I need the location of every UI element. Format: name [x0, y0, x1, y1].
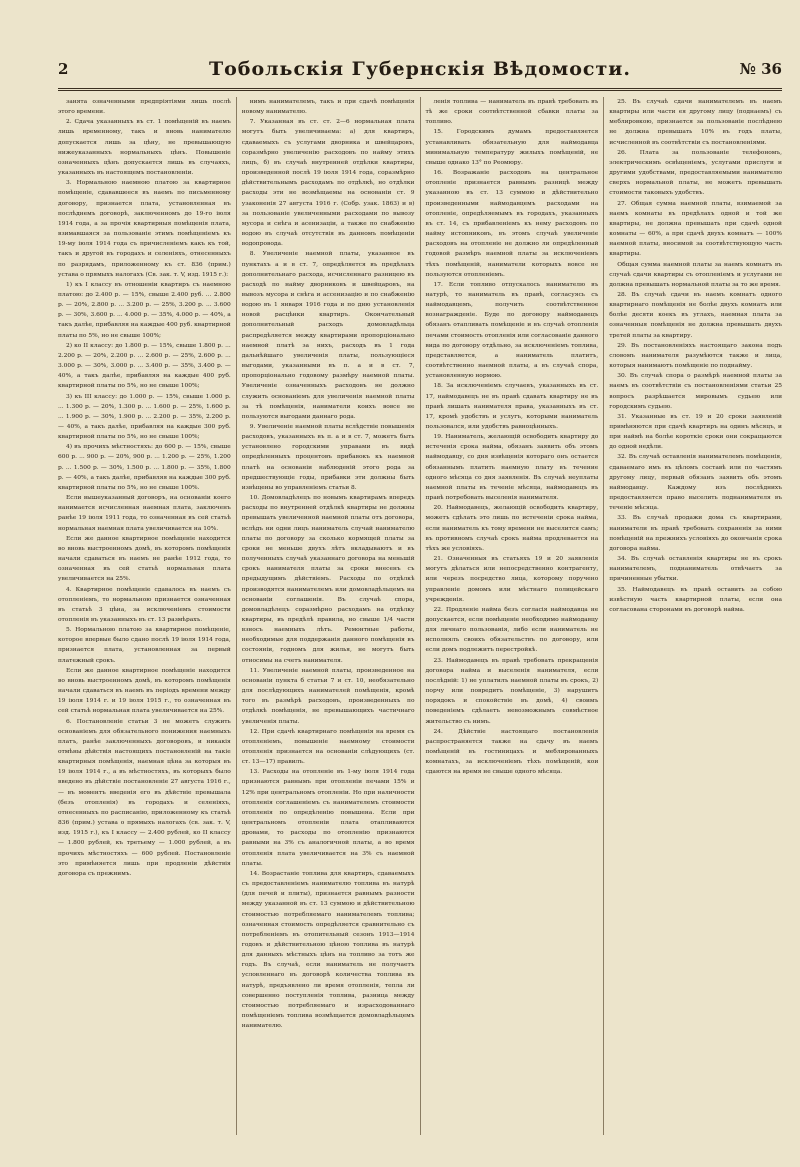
paragraph: нимъ нанимателемъ, такъ и при сдачѣ помѣщенія новому нанимателю. [241, 99, 415, 116]
paragraph: 18. За исключеніемъ случаевъ, указанныхъ въ ст. 17, наймодавецъ не въ правѣ сдавать квартиру не въ правѣ лишать нанимателя права, указанныхъ въ ст. 17, кромѣ удобствъ и услугъ, которыми наниматель пользовался, или удобствъ равноцѣнныхъ. [425, 383, 599, 430]
paragraph: 4. Квартирное помѣщеніе сдавалось въ наемъ съ отопленіемъ, то нормальною признается означенная въ статьѣ 3 цѣна, за исключеніемъ стоимости отопленія въ указанныхъ въ ст. 13 размѣрахъ. [58, 586, 231, 623]
issue-number: № 36 [739, 60, 782, 78]
paragraph: 20. Наймодавецъ, желающій освободить квартиру, можетъ сдѣлать это лишь по истеченіи срока найма, если наниматель къ тому времени не выселится самъ; въ противномъ случаѣ срокъ найма продлевается на тѣхъ же условіяхъ. [425, 505, 599, 552]
paragraph: 12. При сдачѣ квартирнаго помѣщенія на время съ отопленіемъ, повышеніе наемному стоимости отопленія признается на основаніи слѣдующихъ (ст. ст. 13—17) правилъ. [241, 728, 415, 766]
paragraph: 17. Если топливо отпускалось нанимателю въ натурѣ, то наниматель въ правѣ, согласуясь съ наймодавцемъ, получить соотвѣтственное вознагражденіе. Буде по договору наймодавецъ обязанъ отапливать помѣщеніе и въ случаѣ отопленія печами стоимость отопленія или согласованіе данного вида по договору отдѣльно, за исключеніемъ топлива, представляется, а наниматель платитъ, соотвѣтственно наемной платы, а въ случаѣ спора, установленную нормою. [425, 281, 599, 380]
paragraph: 26. Плата за пользованіе телефономъ, электрическимъ освѣщеніемъ, услугами прислуги и другими удобствами, предоставляемыми нанимателю сверхъ нормальной платы, не можетъ превышать стоимости таковыхъ удобствъ. [609, 149, 782, 197]
page-number: 2 [58, 60, 69, 78]
paragraph: 32. Въ случаѣ оставленія нанимателемъ помѣщенія, сдаваемаго имъ въ цѣломъ составѣ или по частямъ другому лицу, первый обязанъ заявить объ этомъ наймодавцу. Каждому изъ послѣднихъ предоставляется право выселить поднанимателя въ теченіе мѣсяца. [609, 454, 782, 512]
paragraph: 23. Наймодавецъ въ правѣ требовать прекращенія договора найма и выселенія нанимателя, если послѣдній: 1) не уплатилъ наемной платы въ срокъ, 2) порчу или повредитъ помѣщеніе, 3) нарушитъ порядокъ и спокойствіе въ домѣ, 4) своимъ поведеніемъ сдѣлаетъ невозможнымъ совмѣстное жительство съ нимъ. [425, 657, 599, 725]
paragraph: Общая сумма наемной платы за наемъ комнатъ въ случаѣ сдачи квартиры съ отопленіемъ и услугами не должна превышать нормальной платы за то же время. [609, 261, 782, 288]
paragraph: 15. Городскимъ думамъ предоставляется устанавливать обязательную для наймодавца минимальную температуру жилыхъ помѣщеній, не свыше однако 13° по Реомюру. [425, 129, 599, 166]
paragraph: 21. Означенныя въ статьяхъ 19 и 20 заявленія могутъ дѣлаться или непосредственно контрагенту, или черезъ посредство лица, которому поручено управленіе домомъ или мѣстнаго полицейскаго учрежденія. [425, 556, 599, 603]
text-column [604, 97, 782, 1135]
text-column [237, 97, 421, 1135]
paragraph: 31. Указанные въ ст. 19 и 20 сроки заявленій примѣняются при сдачѣ квартиръ на одинъ мѣсяцъ, и при наймѣ на болѣе короткіе сроки они сокращаются до одной недѣли. [609, 413, 782, 451]
paragraph: 34. Въ случаѣ оставленія квартиры не въ срокъ нанимателемъ, поднаниматель отвѣчаетъ за причиненные убытки. [609, 556, 782, 583]
page-header [58, 58, 782, 91]
paragraph: 13. Расходы на отопленіе въ 1-му іюля 1914 года признаются равнымъ при отопленіи печами 15% и 12% при центральномъ отопленіи. Но при наличности отопленія соглашеніемъ съ нанимателемъ стоимости отопленія по опредѣленію повышена. Если при центральномъ отопленіи плата отапливаются дровами, то расходы по отопленію признаются равными на 3% съ аналогичной платы, а во время отопленія плата увеличивается на 3% съ наемной платы. [241, 769, 415, 867]
paragraph: 22. Продленіе найма безъ согласія наймодавца не допускается, если помѣщеніе необходимо наймодавцу для личнаго пользованія, либо если наниматель не исполнялъ своихъ обязательствъ по договору, или если домъ подлежитъ перестройкѣ. [425, 606, 599, 654]
paragraph: 28. Въ случаѣ сдачи въ наемъ комнатъ одного квартирнаго помѣщенія не болѣе двухъ комнатъ или болѣе десяти коекъ въ углахъ, наемная плата за означенныя помѣщенія не должна превышать двухъ третей платы за квартиру. [609, 291, 782, 339]
paragraph: 6. Постановленіе статьи 3 не можетъ служить основаніемъ для обязательного понижения наемныхъ платъ, ранѣе заключенныхъ договоровъ, и никакія отмѣны дѣйствія настоящихъ постановленій на такіе квартирныя помѣщенія, наемная цѣна за которыя въ 19 іюля 1914 г., а въ мѣстностяхъ, въ которыхъ было введено въ дѣйствіе постановленіе 27 августа 1916 г., — въ моментъ введенія его въ дѣйствіе превышала (безъ отопленія) въ городахъ и селеніяхъ, отнесенныхъ по расписанію, приложенному къ статьѣ 836 (прим.) устава о прямыхъ налогахъ (св. зак. т. V, изд. 1915 г.), къ I классу — 2.400 рублей, ко II классу — 1.800 рублей, къ третьему — 1.000 рублей, а въ прочихъ мѣстностяхъ — 600 рублей. Постановленіе это примѣняется лишь при продленіи дѣйствія договора съ прежнимъ. [58, 718, 231, 877]
paragraph: 2) ко II классу: до 1.800 р. — 15%, свыше 1.800 р. ... 2.200 р. — 20%, 2.200 р. ... 2.600 р. — 25%, 2.600 р. ... 3.000 р. — 30%, 3.000 р. ... 3.400 р. — 35%, 3.400 р. — 40%, а такъ далѣе, прибавляя на каждые 400 руб. квартирной платы по 5%, но не свыше 100%; [58, 342, 231, 390]
paragraph: 3. Нормальною наемною платою за квартирное помѣщеніе, сдававшееся въ наемъ по письменному договору, признается плата, установленная въ послѣднемъ договорѣ, заключенномъ до 19-го іюля 1914 года, а за прочія квартирныя помѣщенія плата, взимавшаяся за пользованіе этимъ помѣщеніемъ къ 19-му іюля 1914 года съ причисленіемъ какъ къ той, такъ и другой въ городахъ и селеніяхъ, отнесенныхъ по разрядамъ, приложенному къ ст. 836 (прим.) устава о прямыхъ налогахъ (Св. зак. т. V, изд. 1915 г.): [58, 180, 231, 278]
paragraph: Если же данное квартирное помѣщеніе находится во вновь выстроенномъ домѣ, въ которомъ помѣщенія начали сдаваться въ наемъ не ранѣе 1912 года, то означенная въ сей статьѣ нормальная плата увеличивается на 25%. [58, 535, 231, 583]
paragraph: 24. Дѣйствіе настоящаго постановленія распространяется также на сдачу въ наемъ помѣщеній въ гостиницахъ и меблированныхъ комнатахъ, за исключеніемъ тѣхъ помѣщеній, кои сдаются на время не свыше одного мѣсяца. [425, 728, 599, 776]
paragraph: 8. Увеличеніе наемной платы, указанное въ пунктахъ а и в ст. 7, опредѣляется въ предѣлахъ дополнительнаго расхода, исчисленнаго разницею въ расходѣ по найму дворниковъ и швейцаровъ, на вывозъ мусора и снѣга и ассенизацію и по снабженію водою въ 1 января 1916 года и по дню установленія новой расцѣнки квартиръ. Окончательный дополнительный расходъ домовладѣльца распредѣляется между квартирами пропорціонально наемной платѣ за нихъ, расходъ въ 1 года дальнѣйшаго увеличенія платы, пользующіеся выгодами, указанными въ п. а и в ст. 7, пропорціонально годовому размѣру наемной платы. Увеличеніе означенныхъ расходовъ не должно служить основаніемъ для увеличенія наемной платы за тѣ помѣщенія, наниматели коихъ вовсе не пользуются выгодами даннаго рода. [241, 251, 415, 420]
paragraph: 11. Увеличеніе наемной платы, произведенное на основаніи пункта б статьи 7 и ст. 10, необязательно для послѣдующихъ нанимателей помѣщенія, кромѣ того въ размѣрѣ расходовъ, произведенныхъ по отдѣлкѣ помѣщенія, не превышающихъ частичнаго увеличенія платы. [241, 667, 415, 725]
newspaper-title: Тобольскія Губернскія Вѣдомости. [209, 58, 631, 80]
paragraph: 16. Возражаніе расходовъ на центральное отопленіе признается равнымъ разницѣ между указанною въ ст. 13 суммою и дѣйствительно произведенными наймодавцемъ расходами на отопленіе, опредѣляемымъ въ городахъ, указанныхъ въ ст. 14, съ прибавленіемъ къ нему расходовъ по найму истопниковъ, въ этомъ случаѣ увеличеніе расходовъ на отопленіе не должно ли опредѣленный годовой размѣръ наемной платы за исключеніемъ тѣхъ помѣщеній, наниматели которыхъ вовсе не пользуются отопленіемъ. [425, 170, 599, 278]
paragraph: 33. Въ случаѣ продажи дома съ квартирами, наниматели въ правѣ требовать сохраненія за ними помѣщеній на прежнихъ условіяхъ до окончанія срока договора найма. [609, 515, 782, 552]
paragraph: Если же данное квартирное помѣщеніе находится во вновь выстроенномъ домѣ, въ которомъ помѣщенія начали сдаваться въ наемъ въ періодъ времени между 19 іюля 1914 г. и 19 іюля 1915 г., то означенная въ сей статьѣ нормальная плата увеличивается на 25%. [58, 667, 231, 715]
paragraph: 7. Указанная въ ст. ст. 2—6 нормальная плата могутъ быть увеличиваема: а) для квартиръ, сдаваемыхъ съ услугами дворника и швейцаровъ, соразмѣрно увеличенію расходовъ по найму этихъ лицъ, б) въ случаѣ внутренней отдѣлки квартиры, произведенной послѣ 19 іюля 1914 года, соразмѣрно дѣйствительнымъ расходамъ по отдѣлкѣ, но отдѣлки расходы эти не возмѣщаемы на основаніи ст. 9 узаконенія 27 августа 1916 г. (Собр. узак. 1863) и в) за пользованіе увеличенными расходами по вывозу мусора и снѣга и асенизаціи, а также по снабженію водою въ случаѣ отсутствія въ данномъ помѣщеніи водопровода. [241, 119, 415, 248]
paragraph: 4) въ прочихъ мѣстностяхъ: до 600 р. — 15%, свыше 600 р. ... 900 р. — 20%, 900 р. ... 1.200 р. — 25%, 1.200 р. ... 1.500 р. — 30%, 1.500 р. ... 1.800 р. — 35%, 1.800 р. — 40%, а такъ далѣе, прибавляя на каждые 300 руб. квартирной платы по 5%, но не свыше 100%. [58, 444, 231, 491]
paragraph: 27. Общая сумма наемной платы, взимаемой за наемъ комнаты въ предѣлахъ одной и той же квартиры, не должна превышать при сдачѣ одной комнаты — 60%, а при сдачѣ двухъ комнатъ — 100% наемной платы, вносимой за соотвѣтствующую часть квартиры. [609, 200, 782, 258]
paragraph: 10. Домовладѣлецъ по новымъ квартирамъ впередъ расходы по внутренней отдѣлкѣ квартиры не должны превышать увеличенной наемной платы отъ договора, вслѣдъ ни одни лицъ наниматель случай нанимателю платы по договору за сколько кормящей платы за сроки не меньше двухъ лѣтъ вкладываютъ и въ полученныхъ случаѣ указаннаго договора на меньшій срокъ нанимателя платы за сроки внесенъ съ предыдущимъ дѣйствіемъ. Расходы по отдѣлкѣ производятся нанимателемъ или домовладѣльцемъ на основаніи соглашенія. Въ случаѣ спора, домовладѣлецъ соразмѣрно расходамъ на отдѣлку квартиры, въ предѣлѣ правила, но свыше 1/4 части взносъ наемныхъ лѣтъ. Ремонтные работы, необходимые для поддержанія данного помѣщенія въ состояніи, годномъ для жилья, не могутъ быть относимы на счетъ нанимателя. [241, 495, 415, 664]
paragraph: 29. Въ постановленіяхъ настоящаго закона подъ словомъ нанимателя разумѣются также и лица, которыя нанимаютъ помѣщеніе по поднайму. [609, 342, 782, 370]
paragraph: 30. Въ случаѣ спора о размѣрѣ наемной платы за наемъ въ соотвѣтствіи съ постановленіями статьи 25 вопросъ разрѣшается мировымъ судьею или городскимъ судьею. [609, 373, 782, 410]
paragraph: 5. Нормальною платою за квартирное помѣщеніе, которое впервые было сдано послѣ 19 іюля 1914 года, признается плата, установленная за первый платежный срокъ. [58, 627, 231, 664]
paragraph: Если вышеуказанный договоръ, на основаніи коего нанимается исчисленная наемная плата, заключенъ ранѣе 19 іюля 1911 года, то означенная въ сей статьѣ нормальная наемная плата увеличивается на 10%. [58, 495, 231, 532]
text-columns [58, 97, 782, 1135]
paragraph: 14. Возрастаніе топлива для квартиръ, сдаваемыхъ съ предоставленіемъ нанимателю топлива въ натурѣ (для печей и плиты), признается равнымъ разности между указанной въ ст. 13 суммою и дѣйствительною стоимостью потребляемаго нанимателемъ топлива; означенная стоимость опредѣляется сравнительно съ потребленіемъ въ отопительный сезонъ 1913—1914 годовъ и дѣйствительною цѣною топлива въ натурѣ для данныхъ мѣстныхъ цѣнъ на топливо за тотъ же годъ. Въ случаѣ, если наниматель не получаетъ условленнаго въ договорѣ количества топлива въ натурѣ, предъявлено ли время отопленія, тепла ли совершенно поступленія топлива, разница между стоимостью потребляемаго и израсходованнаго помѣщеніемъ топлива возмѣщается домовладѣльцемъ нанимателю. [241, 870, 415, 1030]
paragraph: 19. Наниматель, желающій освободить квартиру до истеченія срока найма, обязанъ заявить объ этомъ наймодавцу, со дня извѣщенія котораго онъ остается обязаннымъ платить наемную плату въ течение одного мѣсяца со дня заявленія. Въ случаѣ неуплаты наемной платы въ теченіе мѣсяца, наймодавецъ въ правѣ потребовать выселенія нанимателя. [425, 434, 599, 502]
text-column [421, 97, 605, 1135]
paragraph: 35. Наймодавецъ въ правѣ оставить за собою извѣстную часть квартирной платы, если она согласована сторонами въ договорѣ найма. [609, 586, 782, 613]
text-column [58, 97, 237, 1135]
paragraph: занята означенными предпріятіями лишь послѣ этого времени. [58, 99, 231, 116]
paragraph: 2. Сдача указанныхъ въ ст. 1 помѣщеній въ наемъ лишь временному, такъ и вновь нанимателю допускается лишь за цѣну, не превышающую нижеуказанныхъ нормальныхъ цѣнъ. Повышеніе означенныхъ цѣнъ допускается лишь въ случаяхъ, указанныхъ въ настоящемъ постановленіи. [58, 119, 231, 177]
paragraph: 1) къ I классу въ отношеніи квартиръ съ наемною платою: до 2.400 р. — 15%, свыше 2.400 руб. ... 2.800 р. — 20%, 2.800 р. ... 3.200 р. — 25%, 3.200 р. ... 3.600 р. — 30%, 3.600 р. ... 4.000 р. — 35%, 4.000 р. — 40%, а такъ далѣе, прибавляя на каждые 400 руб. квартирной платы по 5%, но не свыше 100%; [58, 281, 231, 339]
paragraph: ленія топлива — наниматель въ правѣ требовать въ тѣ же сроки соотвѣтственной сбавки платы за топливо. [425, 99, 599, 126]
paragraph: 3) къ III классу: до 1.000 р. — 15%, свыше 1.000 р. ... 1.300 р. — 20%, 1.300 р. ... 1.600 р. — 25%, 1.600 р. ... 1.900 р. — 30%, 1.900 р. ... 2.200 р. — 35%, 2.200 р. — 40%, а такъ далѣе, прибавляя на каждые 300 руб. квартирной платы по 5%, но не свыше 100%; [58, 393, 231, 441]
paragraph: 25. Въ случаѣ сдачи нанимателемъ въ наемъ квартиры или части ея другому лицу (поднаемъ) съ меблировкою, признается за пользованіе послѣднею не должна превышать 10% въ годъ платы, исчисленной въ соотвѣтствіи съ постановленіями. [609, 99, 782, 146]
paragraph: 9. Увеличеніе наемной платы вслѣдствіе повышенія расходовъ, указанныхъ въ п. а и в ст. 7, можетъ быть установлено городскими управами въ видѣ опредѣленныхъ процентовъ прибавокъ къ наемной платѣ на основаніи наблюденій этого рода за предшествующіе годы, прибавки эти должны быть извѣщены во управленіемъ статьи 8. [241, 424, 415, 491]
